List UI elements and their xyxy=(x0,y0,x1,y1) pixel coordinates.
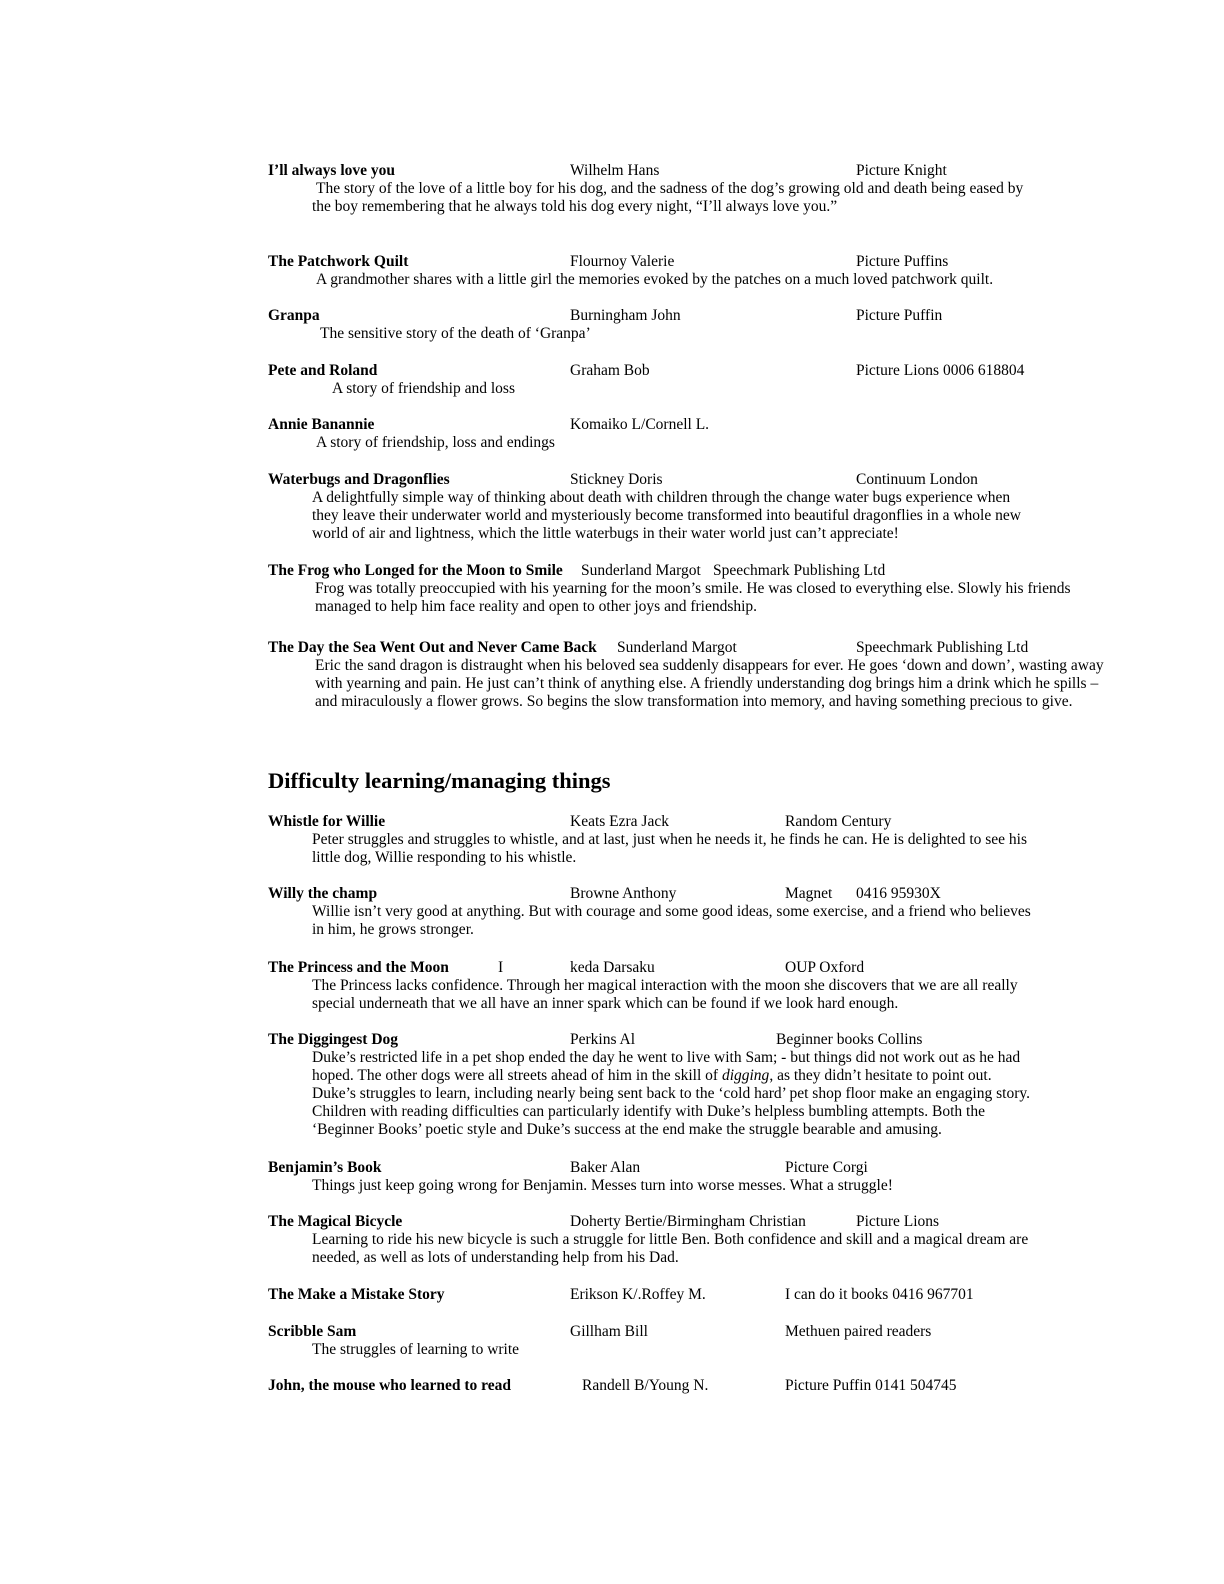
book-author: Gillham Bill xyxy=(570,1323,648,1340)
book-description: Learning to ride his new bicycle is such a struggle for little Ben. Both confidence and skill and a magical dream are needed, as well as lots of understanding help from his Dad. xyxy=(312,1231,1029,1266)
book-title: Willy the champ xyxy=(268,885,378,902)
book-author: Erikson K/.Roffey M. xyxy=(570,1286,706,1303)
book-description: The sensitive story of the death of ‘Granpa’ xyxy=(320,325,591,342)
book-title: The Make a Mistake Story xyxy=(268,1286,445,1303)
book-title: The Princess and the Moon xyxy=(268,959,449,976)
book-description: Peter struggles and struggles to whistle, and at last, just when he needs it, he finds he can. He is delighted to see his little dog, Willie responding to his whistle. xyxy=(312,831,1028,866)
book-entry xyxy=(0,1286,1224,1304)
book-publisher: Picture Corgi xyxy=(785,1159,868,1176)
book-title: Pete and Roland xyxy=(268,362,378,379)
book-author: Sunderland Margot xyxy=(581,562,701,579)
book-title: The Diggingest Dog xyxy=(268,1031,399,1048)
book-description: The struggles of learning to write xyxy=(312,1341,520,1358)
book-author: Perkins Al xyxy=(570,1031,636,1048)
book-publisher: Speechmark Publishing Ltd xyxy=(856,639,1029,656)
book-publisher: Speechmark Publishing Ltd xyxy=(713,562,886,579)
book-author-initial: I xyxy=(498,959,504,976)
book-author: Randell B/Young N. xyxy=(582,1377,709,1394)
book-author: Stickney Doris xyxy=(570,471,663,488)
book-publisher: Picture Lions xyxy=(856,1213,940,1230)
book-entry xyxy=(0,1031,1224,1139)
book-publisher: Picture Puffin xyxy=(856,307,943,324)
book-publisher: Picture Knight xyxy=(856,162,947,179)
book-entry xyxy=(0,639,1224,711)
book-title: John, the mouse who learned to read xyxy=(268,1377,511,1394)
book-entry xyxy=(0,307,1224,343)
book-entry xyxy=(0,362,1224,398)
book-entry xyxy=(0,1213,1224,1267)
book-description: Frog was totally preoccupied with his yearning for the moon’s smile. He was closed to everything else. Slowly his friends managed to help him face reality and open to other joys and friendship. xyxy=(315,580,1071,615)
book-publisher: Magnet xyxy=(785,885,833,902)
book-entry xyxy=(0,959,1224,1013)
book-entry xyxy=(0,1159,1224,1195)
book-publisher: Methuen paired readers xyxy=(785,1323,932,1340)
book-title: Granpa xyxy=(268,307,320,324)
book-title: Waterbugs and Dragonflies xyxy=(268,471,450,488)
book-title: Whistle for Willie xyxy=(268,813,386,830)
book-description: A delightfully simple way of thinking about death with children through the change water bugs experience when they leave their underwater world and mysteriously become transformed into beautiful dragonflies in a whole new world of air and lightness, which the little waterbugs in their water world just can’t appreciate! xyxy=(312,489,1021,542)
book-publisher: Beginner books Collins xyxy=(776,1031,923,1048)
book-author: Keats Ezra Jack xyxy=(570,813,669,830)
book-title: The Day the Sea Went Out and Never Came Back xyxy=(268,639,597,656)
book-description: The story of the love of a little boy for his dog, and the sadness of the dog’s growing old and death being eased by the boy remembering that he always told his dog every night, “I’ll always love you.” xyxy=(312,180,1024,215)
book-title: The Frog who Longed for the Moon to Smile xyxy=(268,562,563,579)
book-author: Baker Alan xyxy=(570,1159,641,1176)
book-author: Sunderland Margot xyxy=(617,639,737,656)
book-publisher: Picture Puffin 0141 504745 xyxy=(785,1377,957,1394)
book-description: The Princess lacks confidence. Through her magical interaction with the moon she discovers that we are all really special underneath that we all have an inner spark which can be found if we look hard enough. xyxy=(312,977,1018,1012)
book-title: Scribble Sam xyxy=(268,1323,357,1340)
book-publisher: Picture Puffins xyxy=(856,253,949,270)
book-entry xyxy=(0,416,1224,452)
book-publisher: OUP Oxford xyxy=(785,959,865,976)
book-description: Duke’s restricted life in a pet shop ended the day he went to live with Sam; - but things did not work out as he had hoped. The other dogs were all streets ahead of him in the skill of digging, as they didn’t hesitate to point out. Duke’s struggles to learn, including nearly being sent back to the ‘cold hard’ pet shop floor make an engaging story. Children with reading difficulties can particularly identify with Duke’s helpless bumbling attempts. Both the ‘Beginner Books’ poetic style and Duke’s success at the end make the struggle bearable and amusing. xyxy=(312,1049,1030,1138)
book-publisher: Continuum London xyxy=(856,471,978,488)
book-description: Things just keep going wrong for Benjamin. Messes turn into worse messes. What a struggle! xyxy=(312,1177,893,1194)
book-publisher: Random Century xyxy=(785,813,892,830)
book-author: Burningham John xyxy=(570,307,681,324)
book-author: Browne Anthony xyxy=(570,885,677,902)
book-author: Doherty Bertie/Birmingham Christian xyxy=(570,1213,806,1230)
book-entry xyxy=(0,1377,1224,1395)
book-author: Graham Bob xyxy=(570,362,650,379)
book-entry xyxy=(0,162,1224,216)
book-author: Wilhelm Hans xyxy=(570,162,660,179)
book-entry xyxy=(0,885,1224,939)
book-title: The Patchwork Quilt xyxy=(268,253,409,270)
book-description: A grandmother shares with a little girl the memories evoked by the patches on a much loved patchwork quilt. xyxy=(316,271,994,288)
book-entry xyxy=(0,562,1224,616)
book-entry xyxy=(0,471,1224,543)
book-description: A story of friendship and loss xyxy=(332,380,515,397)
book-author: Komaiko L/Cornell L. xyxy=(570,416,710,433)
book-title: The Magical Bicycle xyxy=(268,1213,403,1230)
book-publisher: I can do it books 0416 967701 xyxy=(785,1286,974,1303)
book-entry xyxy=(0,253,1224,289)
book-description: A story of friendship, loss and endings xyxy=(316,434,555,451)
book-description: Willie isn’t very good at anything. But with courage and some good ideas, some exercise, and a friend who believes in him, he grows stronger. xyxy=(312,903,1031,938)
book-isbn: 0416 95930X xyxy=(856,885,941,902)
book-entry xyxy=(0,1323,1224,1359)
book-publisher: Picture Lions 0006 618804 xyxy=(856,362,1025,379)
section-heading: Difficulty learning/managing things xyxy=(268,768,611,793)
book-title: I’ll always love you xyxy=(268,162,396,179)
book-author: Flournoy Valerie xyxy=(570,253,675,270)
book-description: Eric the sand dragon is distraught when his beloved sea suddenly disappears for ever. He goes ‘down and down’, wasting away with yearning and pain. He just can’t think of anything else. A friendly understanding dog brings him a drink which he spills – and miraculously a flower grows. So begins the slow transformation into memory, and having something precious to give. xyxy=(315,657,1104,710)
book-entry xyxy=(0,813,1224,867)
book-author: keda Darsaku xyxy=(570,959,655,976)
book-title: Benjamin’s Book xyxy=(268,1159,382,1176)
book-title: Annie Banannie xyxy=(268,416,375,433)
